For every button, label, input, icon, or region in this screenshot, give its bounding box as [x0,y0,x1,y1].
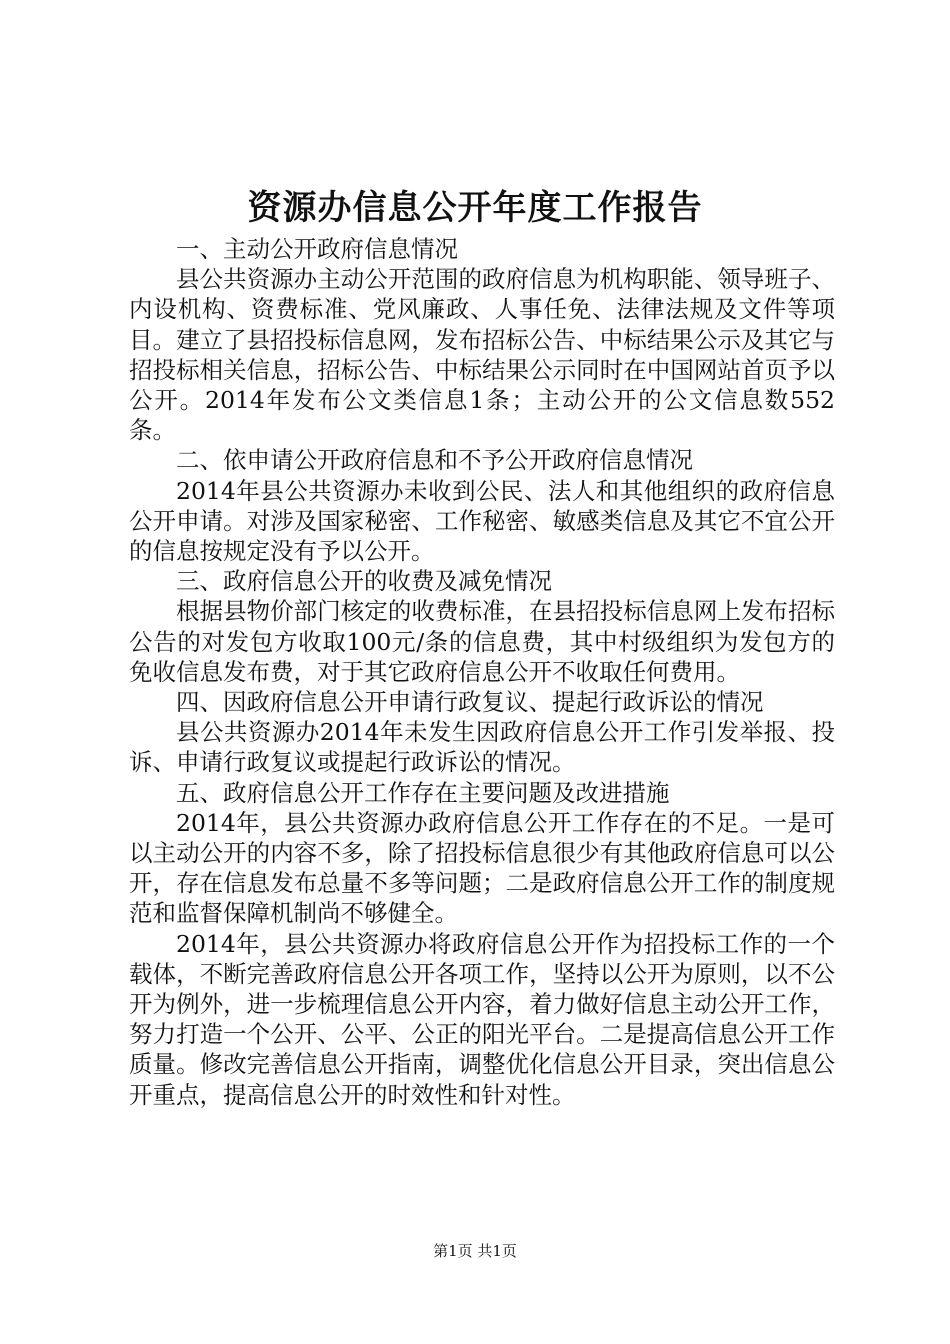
paragraph-4: 县公共资源办2014年未发生因政府信息公开工作引发举报、投诉、申请行政复议或提起行政诉讼的情况。 [129,718,835,777]
section-heading-1: 一、主动公开政府信息情况 [176,235,458,263]
section-heading-3: 三、政府信息公开的收费及减免情况 [176,567,552,596]
section-heading-5: 五、政府信息公开工作存在主要问题及改进措施 [176,778,670,807]
page-footer: 第1页 共1页 [433,1242,517,1260]
document-title: 资源办信息公开年度工作报告 [247,188,703,228]
section-heading-2: 二、依申请公开政府信息和不予公开政府信息情况 [176,446,693,475]
section-heading-4: 四、因政府信息公开申请行政复议、提起行政诉讼的情况 [176,688,764,717]
document-body [129,234,835,1110]
paragraph-2: 2014年县公共资源办未收到公民、法人和其他组织的政府信息公开申请。对涉及国家秘密、工作秘密、敏感类信息及其它不宜公开的信息按规定没有予以公开。 [129,476,835,566]
paragraph-5: 2014年，县公共资源办政府信息公开工作存在的不足。一是可以主动公开的内容不多，除了招投标信息很少有其他政府信息可以公开，存在信息发布总量不多等问题；二是政府信息公开工作的制度规范和监督保障机制尚不够健全。 [129,808,835,928]
paragraph-6: 2014年，县公共资源办将政府信息公开作为招投标工作的一个载体，不断完善政府信息公开各项工作，坚持以公开为原则，以不公开为例外，进一步梳理信息公开内容，着力做好信息主动公开工作，努力打造一个公开、公平、公正的阳光平台。二是提高信息公开工作质量。修改完善信息公开指南，调整优化信息公开目录，突出信息公开重点，提高信息公开的时效性和针对性。 [129,929,835,1109]
paragraph-1: 县公共资源办主动公开范围的政府信息为机构职能、领导班子、内设机构、资费标准、党风廉政、人事任免、法律法规及文件等项目。建立了县招投标信息网，发布招标公告、中标结果公示及其它与招投标相关信息，招标公告、中标结果公示同时在中国网站首页予以公开。2014年发布公文类信息1条；主动公开的公文信息数552条。 [129,265,835,445]
paragraph-3: 根据县物价部门核定的收费标准，在县招投标信息网上发布招标公告的对发包方收取100元/条的信息费，其中村级组织为发包方的免收信息发布费，对于其它政府信息公开不收取任何费用。 [129,597,835,686]
